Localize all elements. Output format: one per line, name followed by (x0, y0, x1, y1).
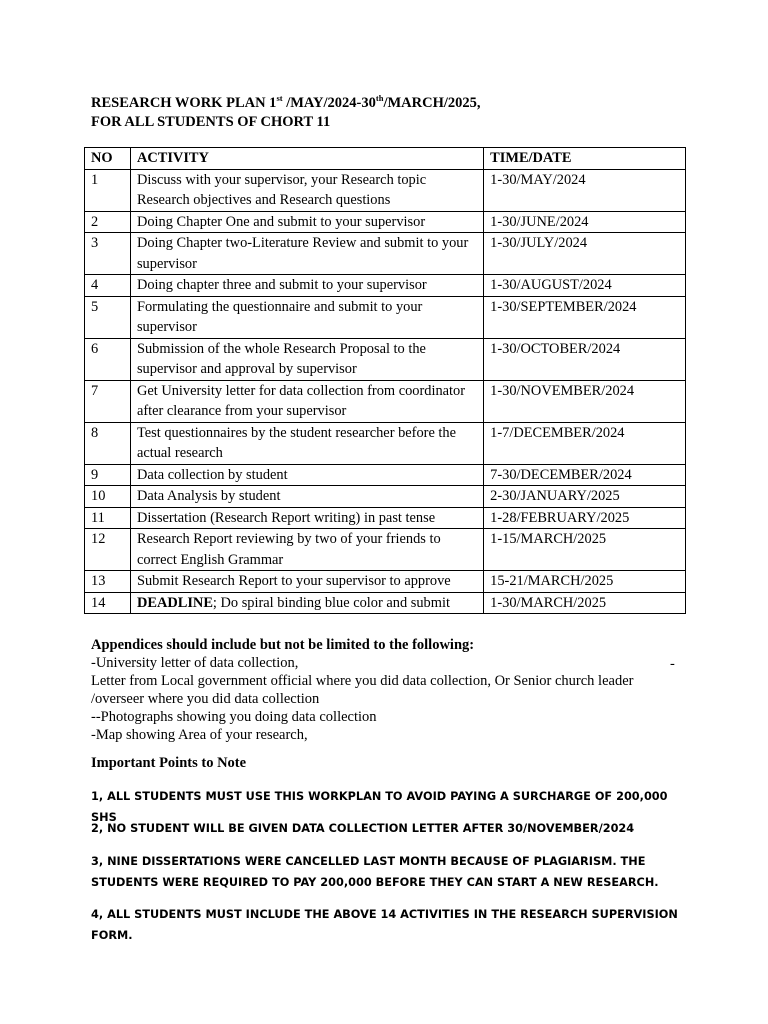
title-superscript-th: th (375, 93, 384, 103)
row-activity: Get University letter for data collection from coordinator after clearance from your supervisor (130, 380, 483, 422)
row-activity: Research Report reviewing by two of your friends to correct English Grammar (130, 529, 483, 571)
row-activity: Data collection by student (130, 464, 483, 486)
row-date: 15-21/MARCH/2025 (484, 571, 686, 593)
row-date: 1-30/NOVEMBER/2024 (484, 380, 686, 422)
row-activity: Doing Chapter two-Literature Review and submit to your supervisor (130, 233, 483, 275)
important-point-1: 1, ALL STUDENTS MUST USE THIS WORKPLAN TO AVOID PAYING A SURCHARGE OF 200,000 SHS (91, 790, 668, 824)
appendix-item: -Map showing Area of your research, (91, 727, 308, 743)
row-date: 7-30/DECEMBER/2024 (484, 464, 686, 486)
row-activity: Data Analysis by student (130, 486, 483, 508)
row-number: 4 (85, 275, 131, 297)
row-activity: Doing Chapter One and submit to your supervisor (130, 211, 483, 233)
table-row (85, 571, 686, 593)
table-row (85, 486, 686, 508)
row-number: 11 (85, 507, 131, 529)
table-row (85, 169, 686, 211)
row-date: 1-30/JUNE/2024 (484, 211, 686, 233)
title-line-1 (91, 94, 481, 113)
row-number: 1 (85, 169, 131, 211)
row-date: 1-7/DECEMBER/2024 (484, 422, 686, 464)
table-row (85, 422, 686, 464)
row-date: 1-15/MARCH/2025 (484, 529, 686, 571)
deadline-label: DEADLINE (136, 594, 213, 611)
row-activity: Discuss with your supervisor, your Research topic Research objectives and Research questions (130, 169, 483, 211)
row-number: 5 (85, 296, 131, 338)
trailing-dash: - (670, 656, 675, 672)
row-number: 7 (85, 380, 131, 422)
row-activity: Submission of the whole Research Proposal to the supervisor and approval by supervisor (130, 338, 483, 380)
row-number: 8 (85, 422, 131, 464)
row-date: 2-30/JANUARY/2025 (484, 486, 686, 508)
table-row (85, 211, 686, 233)
title-text-b: /MAY/2024-30 (282, 95, 376, 111)
row-date: 1-30/JULY/2024 (484, 233, 686, 275)
row-number: 10 (85, 486, 131, 508)
table-header-row (85, 148, 686, 170)
row-number: 14 (85, 592, 131, 614)
row-number: 2 (85, 211, 131, 233)
table-body (85, 169, 686, 614)
row-number: 13 (85, 571, 131, 593)
row-activity: Submit Research Report to your supervisor to approve (130, 571, 483, 593)
table-row (85, 233, 686, 275)
row-date: 1-30/MARCH/2025 (484, 592, 686, 614)
important-point-3: 3, NINE DISSERTATIONS WERE CANCELLED LAST MONTH BECAUSE OF PLAGIARISM. THE STUDENTS WERE REQUIRED TO PAY 200,000 BEFORE THEY CAN START A NEW RESEARCH. (91, 855, 659, 889)
table-row (85, 592, 686, 614)
table-row (85, 296, 686, 338)
document-title (91, 94, 481, 132)
row-activity: Dissertation (Research Report writing) in past tense (130, 507, 483, 529)
row-activity: Doing chapter three and submit to your supervisor (130, 275, 483, 297)
table-row (85, 507, 686, 529)
table-row (85, 338, 686, 380)
table-row (85, 464, 686, 486)
table-row (85, 275, 686, 297)
appendices-heading: Appendices should include but not be limited to the following: (91, 637, 475, 653)
header-activity: ACTIVITY (130, 148, 483, 170)
activity-text: ; Do spiral binding blue color and submit (212, 594, 450, 611)
important-point-2: 2, NO STUDENT WILL BE GIVEN DATA COLLECTION LETTER AFTER 30/NOVEMBER/2024 (91, 822, 635, 835)
table-row (85, 380, 686, 422)
row-date: 1-30/AUGUST/2024 (484, 275, 686, 297)
title-text-c: /MARCH/2025, (383, 95, 481, 111)
row-activity: Test questionnaires by the student researcher before the actual research (130, 422, 483, 464)
header-time-date: TIME/DATE (484, 148, 686, 170)
appendix-item: -University letter of data collection, (91, 655, 299, 671)
appendix-item: Letter from Local government official where you did data collection, Or Senior church leader (91, 673, 634, 689)
work-plan-table (84, 147, 686, 614)
row-date: 1-30/MAY/2024 (484, 169, 686, 211)
title-superscript-st: st (276, 93, 283, 103)
row-date: 1-30/OCTOBER/2024 (484, 338, 686, 380)
row-number: 12 (85, 529, 131, 571)
title-line-2: FOR ALL STUDENTS OF CHORT 11 (91, 114, 331, 130)
important-point-4: 4, ALL STUDENTS MUST INCLUDE THE ABOVE 14 ACTIVITIES IN THE RESEARCH SUPERVISION FORM. (91, 908, 678, 942)
header-no: NO (85, 148, 131, 170)
row-number: 3 (85, 233, 131, 275)
row-date: 1-30/SEPTEMBER/2024 (484, 296, 686, 338)
important-points-heading: Important Points to Note (91, 755, 247, 771)
row-number: 6 (85, 338, 131, 380)
row-activity (130, 592, 483, 614)
row-activity: Formulating the questionnaire and submit to your supervisor (130, 296, 483, 338)
title-text-a: RESEARCH WORK PLAN 1 (91, 95, 277, 111)
appendices-section (91, 636, 691, 744)
row-date: 1-28/FEBRUARY/2025 (484, 507, 686, 529)
row-number: 9 (85, 464, 131, 486)
appendix-item: /overseer where you did data collection (91, 691, 320, 707)
table-row (85, 529, 686, 571)
appendix-item: --Photographs showing you doing data collection (91, 709, 377, 725)
